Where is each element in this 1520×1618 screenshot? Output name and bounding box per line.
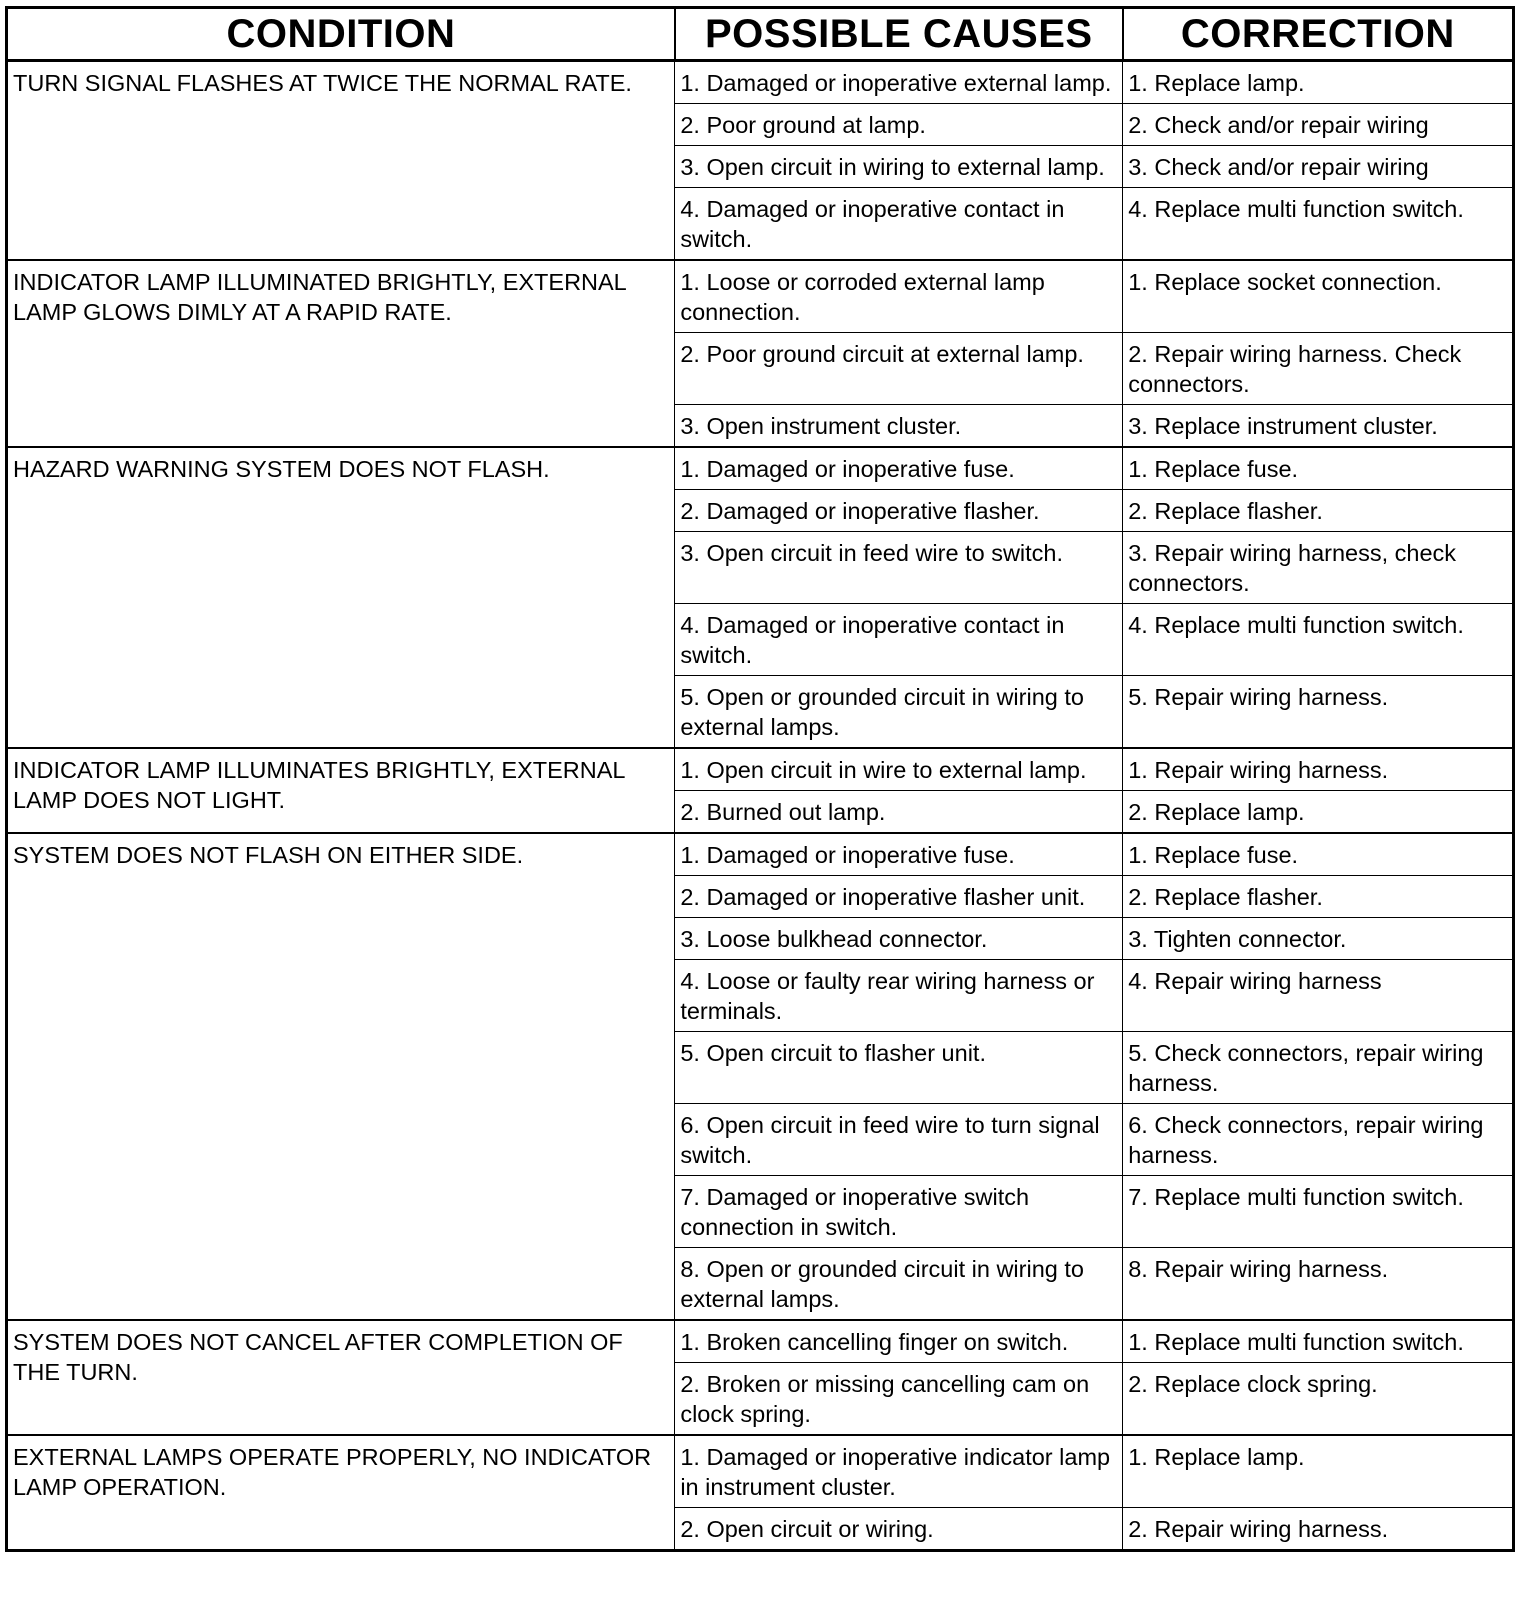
possible-cause-cell: 4. Loose or faulty rear wiring harness or terminals.	[675, 960, 1123, 1032]
correction-cell: 2. Replace clock spring.	[1123, 1363, 1514, 1436]
correction-cell: 1. Replace lamp.	[1123, 61, 1514, 104]
possible-cause-cell: 2. Damaged or inoperative flasher.	[675, 490, 1123, 532]
correction-cell: 1. Repair wiring harness.	[1123, 748, 1514, 791]
possible-cause-cell: 3. Open circuit in feed wire to switch.	[675, 532, 1123, 604]
header-condition: CONDITION	[7, 8, 675, 61]
table-row	[7, 1320, 1514, 1363]
correction-cell: 4. Replace multi function switch.	[1123, 188, 1514, 261]
condition-cell: EXTERNAL LAMPS OPERATE PROPERLY, NO INDICATOR LAMP OPERATION.	[7, 1435, 675, 1551]
possible-cause-cell: 4. Damaged or inoperative contact in switch.	[675, 188, 1123, 261]
correction-cell: 4. Repair wiring harness	[1123, 960, 1514, 1032]
table-header	[7, 8, 1514, 61]
condition-cell: HAZARD WARNING SYSTEM DOES NOT FLASH.	[7, 447, 675, 748]
table-row	[7, 260, 1514, 333]
possible-cause-cell: 3. Loose bulkhead connector.	[675, 918, 1123, 960]
condition-cell: INDICATOR LAMP ILLUMINATES BRIGHTLY, EXTERNAL LAMP DOES NOT LIGHT.	[7, 748, 675, 833]
table-row	[7, 833, 1514, 876]
header-row	[7, 8, 1514, 61]
table-row	[7, 61, 1514, 104]
correction-cell: 2. Replace lamp.	[1123, 791, 1514, 834]
correction-cell: 2. Replace flasher.	[1123, 876, 1514, 918]
possible-cause-cell: 1. Damaged or inoperative external lamp.	[675, 61, 1123, 104]
condition-cell: INDICATOR LAMP ILLUMINATED BRIGHTLY, EXTERNAL LAMP GLOWS DIMLY AT A RAPID RATE.	[7, 260, 675, 447]
correction-cell: 6. Check connectors, repair wiring harness.	[1123, 1104, 1514, 1176]
correction-cell: 3. Replace instrument cluster.	[1123, 405, 1514, 448]
correction-cell: 1. Replace lamp.	[1123, 1435, 1514, 1508]
correction-cell: 5. Check connectors, repair wiring harness.	[1123, 1032, 1514, 1104]
possible-cause-cell: 8. Open or grounded circuit in wiring to external lamps.	[675, 1248, 1123, 1321]
possible-cause-cell: 2. Poor ground circuit at external lamp.	[675, 333, 1123, 405]
correction-cell: 2. Check and/or repair wiring	[1123, 104, 1514, 146]
possible-cause-cell: 3. Open instrument cluster.	[675, 405, 1123, 448]
possible-cause-cell: 1. Open circuit in wire to external lamp.	[675, 748, 1123, 791]
correction-cell: 5. Repair wiring harness.	[1123, 676, 1514, 749]
possible-cause-cell: 3. Open circuit in wiring to external lamp.	[675, 146, 1123, 188]
correction-cell: 1. Replace multi function switch.	[1123, 1320, 1514, 1363]
possible-cause-cell: 1. Loose or corroded external lamp connection.	[675, 260, 1123, 333]
table-body	[7, 61, 1514, 1551]
possible-cause-cell: 2. Broken or missing cancelling cam on clock spring.	[675, 1363, 1123, 1436]
possible-cause-cell: 2. Open circuit or wiring.	[675, 1508, 1123, 1551]
header-possible-causes: POSSIBLE CAUSES	[675, 8, 1123, 61]
correction-cell: 2. Replace flasher.	[1123, 490, 1514, 532]
possible-cause-cell: 7. Damaged or inoperative switch connection in switch.	[675, 1176, 1123, 1248]
correction-cell: 3. Tighten connector.	[1123, 918, 1514, 960]
correction-cell: 1. Replace fuse.	[1123, 447, 1514, 490]
possible-cause-cell: 2. Burned out lamp.	[675, 791, 1123, 834]
possible-cause-cell: 4. Damaged or inoperative contact in switch.	[675, 604, 1123, 676]
possible-cause-cell: 5. Open circuit to flasher unit.	[675, 1032, 1123, 1104]
possible-cause-cell: 5. Open or grounded circuit in wiring to external lamps.	[675, 676, 1123, 749]
correction-cell: 1. Replace fuse.	[1123, 833, 1514, 876]
possible-cause-cell: 1. Damaged or inoperative fuse.	[675, 833, 1123, 876]
possible-cause-cell: 1. Broken cancelling finger on switch.	[675, 1320, 1123, 1363]
correction-cell: 3. Check and/or repair wiring	[1123, 146, 1514, 188]
correction-cell: 7. Replace multi function switch.	[1123, 1176, 1514, 1248]
possible-cause-cell: 1. Damaged or inoperative fuse.	[675, 447, 1123, 490]
correction-cell: 2. Repair wiring harness.	[1123, 1508, 1514, 1551]
correction-cell: 4. Replace multi function switch.	[1123, 604, 1514, 676]
correction-cell: 1. Replace socket connection.	[1123, 260, 1514, 333]
possible-cause-cell: 1. Damaged or inoperative indicator lamp in instrument cluster.	[675, 1435, 1123, 1508]
condition-cell: TURN SIGNAL FLASHES AT TWICE THE NORMAL RATE.	[7, 61, 675, 261]
table-row	[7, 447, 1514, 490]
table-row	[7, 1435, 1514, 1508]
correction-cell: 2. Repair wiring harness. Check connectors.	[1123, 333, 1514, 405]
condition-cell: SYSTEM DOES NOT CANCEL AFTER COMPLETION OF THE TURN.	[7, 1320, 675, 1435]
possible-cause-cell: 2. Poor ground at lamp.	[675, 104, 1123, 146]
possible-cause-cell: 2. Damaged or inoperative flasher unit.	[675, 876, 1123, 918]
possible-cause-cell: 6. Open circuit in feed wire to turn signal switch.	[675, 1104, 1123, 1176]
diagnosis-table	[5, 6, 1515, 1552]
correction-cell: 8. Repair wiring harness.	[1123, 1248, 1514, 1321]
correction-cell: 3. Repair wiring harness, check connectors.	[1123, 532, 1514, 604]
table-row	[7, 748, 1514, 791]
header-correction: CORRECTION	[1123, 8, 1514, 61]
condition-cell: SYSTEM DOES NOT FLASH ON EITHER SIDE.	[7, 833, 675, 1320]
